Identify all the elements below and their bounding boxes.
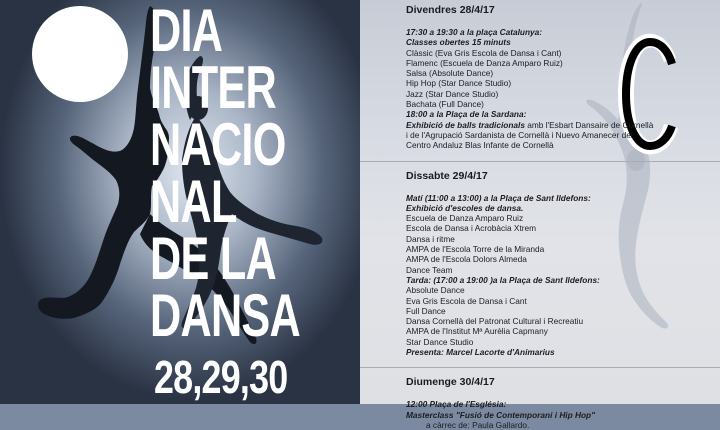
section-time: Tarda: (17:00 a 19:00 )a la Plaça de Sant Ildefons: <box>406 274 600 285</box>
list-item: Absolute Dance <box>406 285 465 296</box>
list-item: Flamenc (Escuela de Danza Amparo Ruiz) <box>406 57 563 68</box>
list-item: AMPA de l'Institut Mª Aurèlia Capmany <box>406 326 548 337</box>
list-item: Jazz (Star Dance Studio) <box>406 88 499 99</box>
day-heading-sunday: Diumenge 30/4/17 <box>406 376 495 389</box>
list-item: AMPA de l'Escola Dolors Almeda <box>406 254 527 265</box>
poster-dates: 28,29,30 <box>154 351 288 403</box>
list-item: Eva Gris Escola de Dansa i Cant <box>406 295 527 306</box>
list-item: Clàssic (Eva Gris Escola de Dansa i Cant) <box>406 47 562 58</box>
section-title: Classes obertes 15 minuts <box>406 37 511 48</box>
section-title: Exhibició d'escoles de dansa. <box>406 202 524 213</box>
title-line: NAL <box>150 168 237 235</box>
list-item: Escola de Dansa i Acrobàcia Xtrem <box>406 223 537 234</box>
title-line: DIA <box>150 0 223 64</box>
masterclass-title: Masterclass "Fusió de Contemporani i Hip Hop" <box>406 409 596 420</box>
list-item: Bachata (Full Dance) <box>406 99 484 110</box>
list-item: Salsa (Absolute Dance) <box>406 68 494 79</box>
day-heading-saturday: Dissabte 29/4/17 <box>406 169 488 182</box>
title-line: DANSA <box>150 282 301 349</box>
title-line: DE LA <box>150 225 276 292</box>
list-item: Full Dance <box>406 305 446 316</box>
list-item: Dance Team <box>406 264 453 275</box>
divider <box>360 161 720 162</box>
exhibition-paragraph <box>406 120 656 151</box>
list-item: Dansa Cornellà del Patronat Cultural i Recreatiu <box>406 316 584 327</box>
program-panel <box>360 0 720 430</box>
presenter-line: Presenta: Marcel Lacorte d'Animarius <box>406 347 555 358</box>
poster-left <box>0 0 360 404</box>
list-item: Star Dance Studio <box>406 336 474 347</box>
divider <box>360 367 720 368</box>
day-heading-friday: Divendres 28/4/17 <box>406 4 495 16</box>
section-time: Matí (11:00 a 13:00) a la Plaça de Sant Ildefons: <box>406 192 591 203</box>
section-time: 18:00 a la Plaça de la Sardana: <box>406 109 527 120</box>
list-item: Dansa i ritme <box>406 233 455 244</box>
teacher-line: a càrrec de: Paula Gallardo. <box>426 419 530 430</box>
program-text <box>406 4 656 430</box>
poster-title <box>150 0 301 349</box>
list-item: Hip Hop (Star Dance Studio) <box>406 78 512 89</box>
list-item: Escuela de Danza Amparo Ruiz <box>406 213 524 224</box>
section-time: 17:30 a 19:30 a la plaça Catalunya: <box>406 27 543 37</box>
title-line: INTER <box>150 54 276 121</box>
exhibition-description: amb l'Esbart Dansaire de Cornellà i de l'Agrupació Sardanista de Cornellà i Nuevo Amanecer del Centro Andaluz Blas Infante de Cornellà <box>406 119 654 151</box>
title-line: NACIO <box>150 111 286 178</box>
exhibition-title: Exhibició de balls tradicionals <box>406 119 525 130</box>
section-time: 12:00 Plaça de l'Església: <box>406 399 507 410</box>
list-item: AMPA de l'Escola Torre de la Miranda <box>406 244 545 255</box>
